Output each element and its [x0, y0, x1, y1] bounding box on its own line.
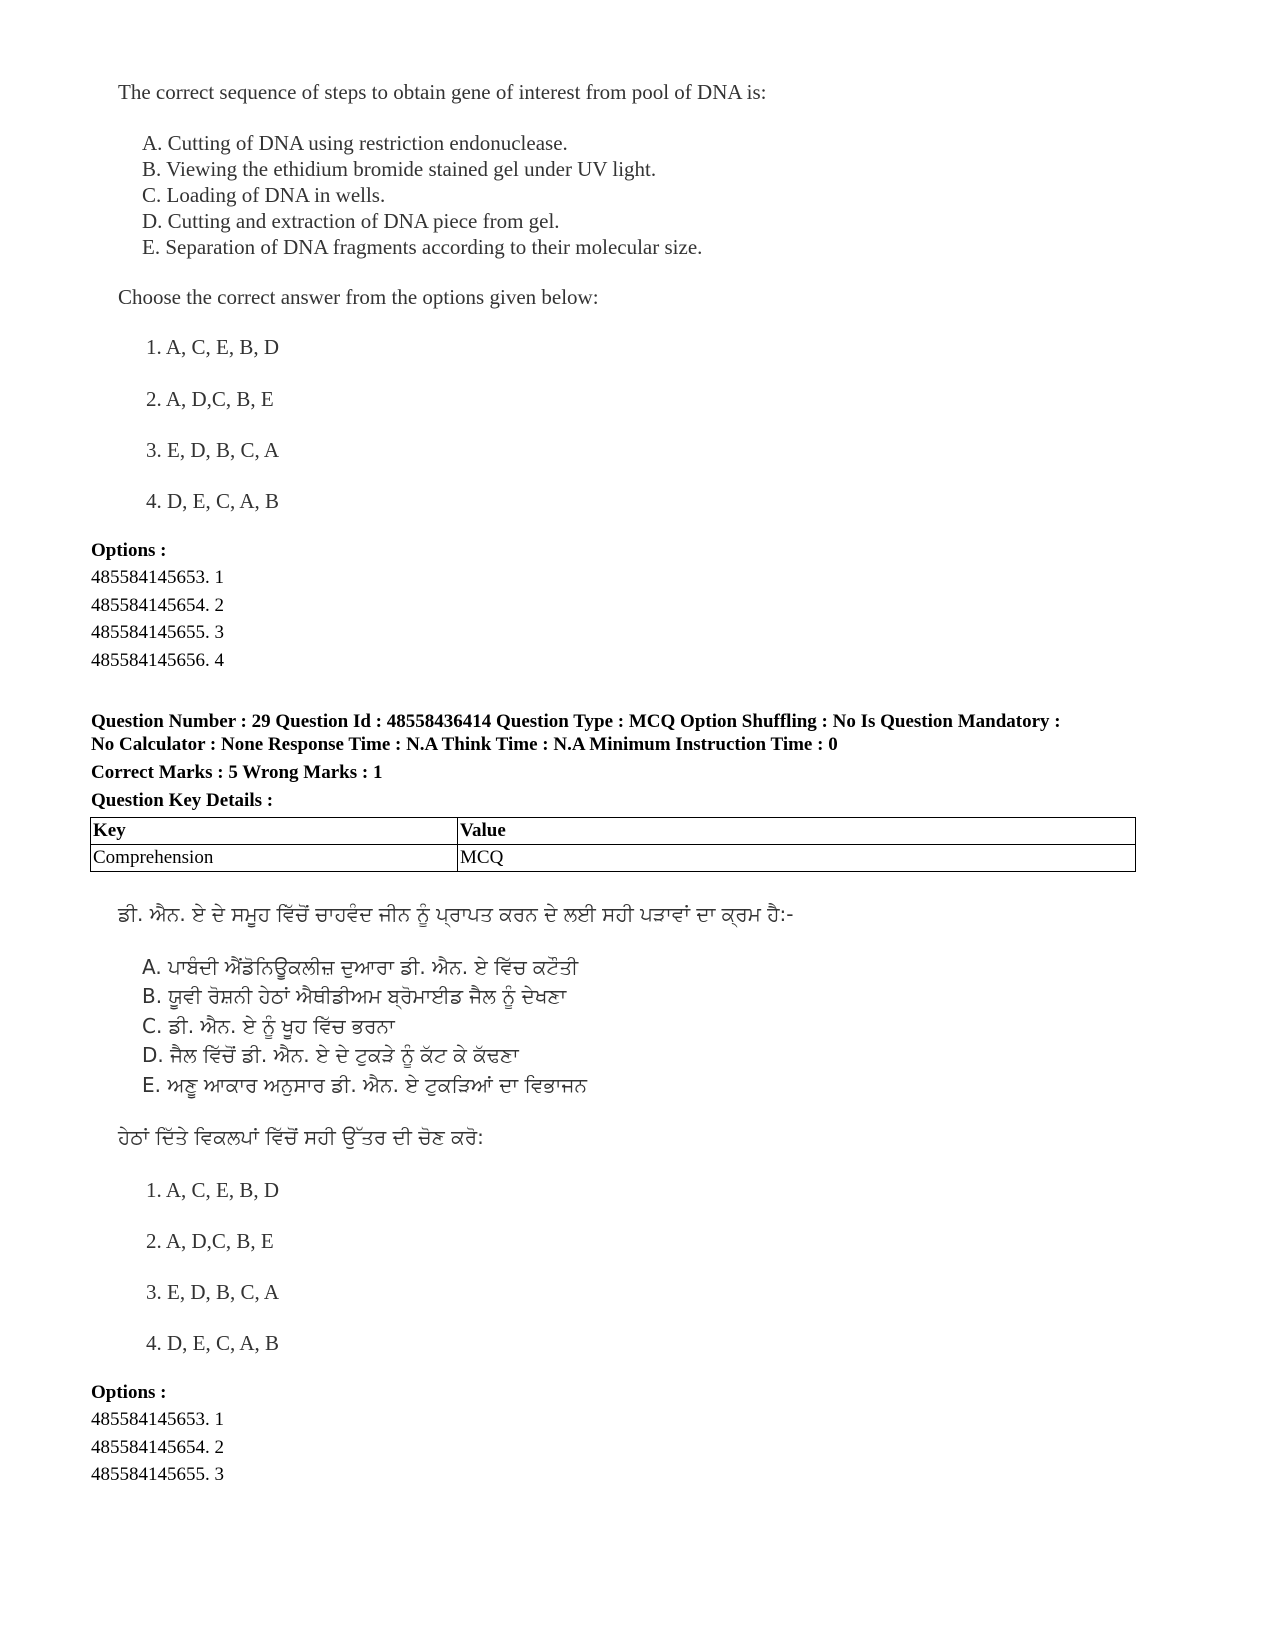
q29-statement-c: C. ਡੀ. ਐਨ. ਏ ਨੂੰ ਖੂਹ ਵਿੱਚ ਭਰਨਾ: [142, 1014, 395, 1038]
q29-statement-d: D. ਜੈਲ ਵਿੱਚੋਂ ਡੀ. ਐਨ. ਏ ਦੇ ਟੁਕੜੇ ਨੂੰ ਕੱਟ ਕੇ ਕੱਢਣਾ: [142, 1043, 519, 1067]
q29-answer-3: 3. E, D, B, C, A: [146, 1280, 280, 1304]
table-header-value: Value: [458, 818, 1136, 845]
table-cell-key: Comprehension: [91, 845, 458, 872]
q29-choose-instruction: ਹੇਠਾਂ ਦਿੱਤੇ ਵਿਕਲਪਾਂ ਵਿੱਚੋਂ ਸਹੀ ਉੱਤਰ ਦੀ ਚੋਣ ਕਰੋ:: [118, 1125, 484, 1149]
q29-option-1: 485584145653. 1: [91, 1409, 224, 1430]
q29-answer-2: 2. A, D,C, B, E: [146, 1229, 274, 1253]
q29-option-2: 485584145654. 2: [91, 1437, 224, 1458]
q29-statement-b: B. ਯੂਵੀ ਰੋਸ਼ਨੀ ਹੇਠਾਂ ਐਥੀਡੀਅਮ ਬ੍ਰੋਮਾਈਡ ਜੈਲ ਨੂੰ ਦੇਖਣਾ: [142, 984, 567, 1008]
q29-stem: ਡੀ. ਐਨ. ਏ ਦੇ ਸਮੂਹ ਵਿੱਚੋਂ ਚਾਹਵੰਦ ਜੀਨ ਨੂੰ ਪ੍ਰਾਪਤ ਕਰਨ ਦੇ ਲਈ ਸਹੀ ਪੜਾਵਾਂ ਦਾ ਕ੍ਰਮ ਹੈ:-: [118, 902, 794, 926]
q28-statement-d: D. Cutting and extraction of DNA piece from gel.: [142, 209, 560, 233]
q28-answer-4: 4. D, E, C, A, B: [146, 489, 280, 513]
q28-statement-b: B. Viewing the ethidium bromide stained gel under UV light.: [142, 157, 657, 181]
q28-statement-e: E. Separation of DNA fragments according to their molecular size.: [142, 235, 703, 259]
q28-option-3: 485584145655. 3: [91, 622, 224, 643]
q28-answer-2: 2. A, D,C, B, E: [146, 387, 274, 411]
q29-options-heading: Options :: [91, 1382, 167, 1403]
q28-answer-1: 1. A, C, E, B, D: [146, 335, 280, 359]
q28-question-image: [0, 0, 1275, 540]
q28-choose-instruction: Choose the correct answer from the options given below:: [118, 285, 599, 309]
table-cell-value: MCQ: [458, 845, 1136, 872]
q29-question-image: [0, 880, 1275, 1380]
q28-option-1: 485584145653. 1: [91, 567, 224, 588]
q28-stem: The correct sequence of steps to obtain gene of interest from pool of DNA is:: [118, 80, 767, 104]
q28-answer-3: 3. E, D, B, C, A: [146, 438, 280, 462]
q29-meta-line-2: No Calculator : None Response Time : N.A Think Time : N.A Minimum Instruction Time : 0: [91, 734, 838, 755]
q28-options-heading: Options :: [91, 540, 167, 561]
table-row: [91, 845, 1136, 872]
table-row: [91, 818, 1136, 845]
q28-statement-c: C. Loading of DNA in wells.: [142, 183, 386, 207]
q28-option-2: 485584145654. 2: [91, 595, 224, 616]
table-header-key: Key: [91, 818, 458, 845]
q28-option-4: 485584145656. 4: [91, 650, 224, 671]
q28-statement-a: A. Cutting of DNA using restriction endonuclease.: [142, 131, 568, 155]
q29-key-details-heading: Question Key Details :: [91, 790, 274, 811]
q29-answer-1: 1. A, C, E, B, D: [146, 1178, 280, 1202]
q29-key-table: [90, 817, 1136, 872]
q29-marks: Correct Marks : 5 Wrong Marks : 1: [91, 762, 383, 783]
q29-option-3: 485584145655. 3: [91, 1464, 224, 1485]
q29-statement-e: E. ਅਣੂ ਆਕਾਰ ਅਨੁਸਾਰ ਡੀ. ਐਨ. ਏ ਟੁਕੜਿਆਂ ਦਾ ਵਿਭਾਜਨ: [142, 1073, 588, 1097]
q29-meta-line-1: Question Number : 29 Question Id : 48558436414 Question Type : MCQ Option Shuffling : No Is Question Mandatory :: [91, 711, 1061, 732]
q29-statement-a: A. ਪਾਬੰਦੀ ਐਂਡੋਨਿਊਕਲੀਜ਼ ਦੁਆਰਾ ਡੀ. ਐਨ. ਏ ਵਿੱਚ ਕਟੌਤੀ: [142, 955, 579, 979]
q29-answer-4: 4. D, E, C, A, B: [146, 1331, 280, 1355]
